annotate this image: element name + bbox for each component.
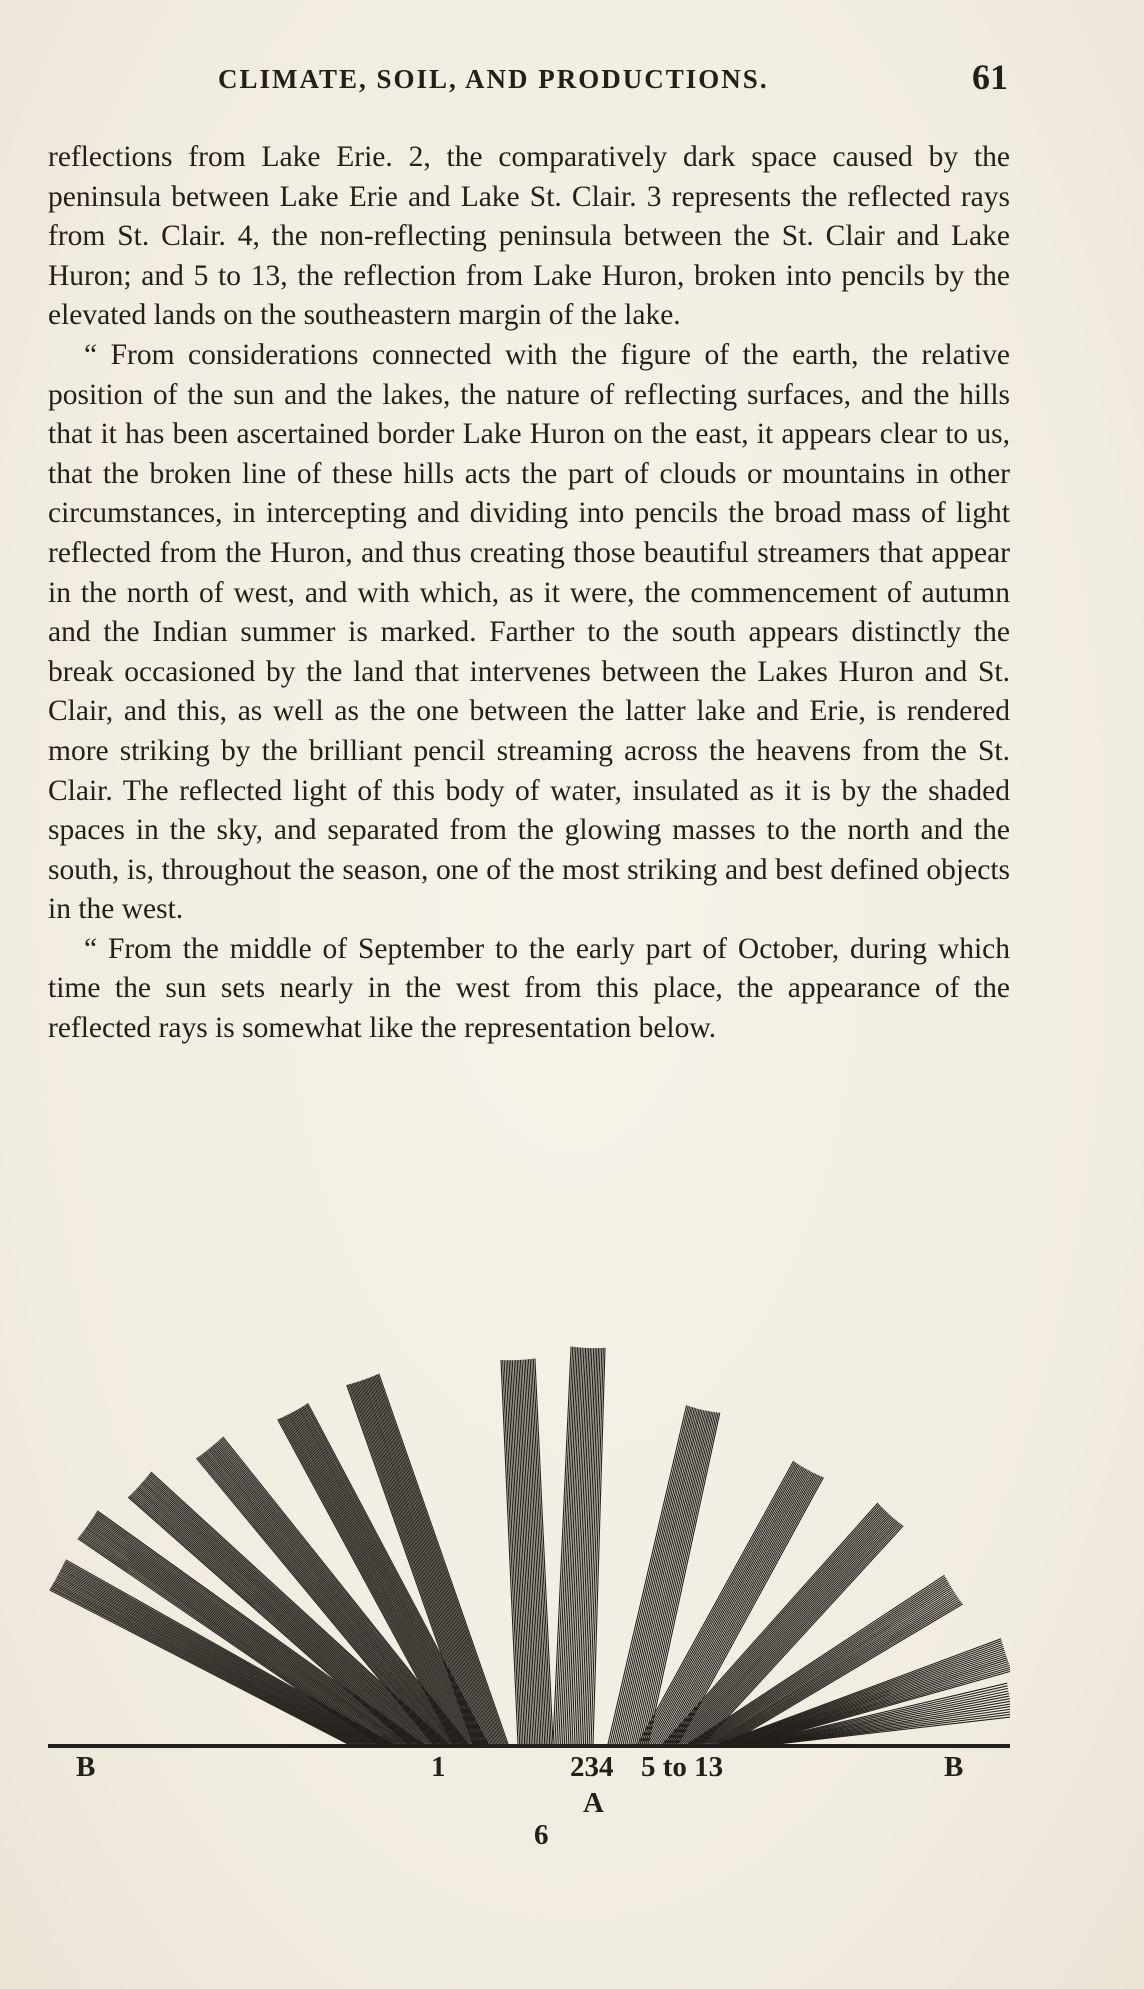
ray-line xyxy=(53,1583,358,1744)
label-5-to-13: 5 to 13 xyxy=(641,1751,724,1783)
rays-illustration xyxy=(48,1340,1010,1880)
label-b-right: B xyxy=(944,1751,964,1783)
ray-pencil-huron-2 xyxy=(608,1405,720,1744)
label-1: 1 xyxy=(431,1751,446,1783)
paragraph-3: “ From the middle of September to the early part of October, during which time the sun sets nearly in the west from this place, the appearance of the reflected rays is somewhat like the representation below. xyxy=(48,932,1010,1045)
ray-line xyxy=(81,1534,385,1744)
paragraph-2: “ From considerations connected with the figure of the earth, the relative position of the sun and the lakes, the nature of reflecting surfaces, and the hills that it has been ascertained border Lake Huron on the east, it appears clear to us, that the broken line of these hills acts the part of clouds or mountains in other circumstances, in intercepting and dividing into pencils the broad mass of light reflected from the Huron, and thus creating those beautiful streamers that appear in the north of west, and with which, as it were, the commencement of autumn and the Indian summer is marked. Farther to the south appears distinctly the break occasioned by the land that intervenes between the Lakes Huron and St. Clair, and this, as well as the one between the latter lake and Erie, is rendered more striking by the brilliant pencil streaming across the heavens from the St. Clair. The reflected light of this body of water, insulated as it is by the shaded spaces in the sky, and separated from the glowing masses to the north and the south, is, throughout the season, one of the most striking and best defined objects in the west. xyxy=(48,338,1010,926)
label-b-left: B xyxy=(76,1751,96,1783)
ray-pencil-huron-1 xyxy=(553,1347,605,1745)
ray-pencils xyxy=(49,1347,1010,1745)
ray-line xyxy=(627,1410,702,1744)
ray-line xyxy=(78,1539,378,1744)
reflected-rays-figure xyxy=(48,1340,1010,1880)
ray-line xyxy=(623,1409,699,1744)
paragraph-1: reflections from Lake Erie. 2, the comparatively dark space caused by the peninsula between Lake Erie and Lake St. Clair. 3 represents the reflected rays from St. Clair. 4, the non-reflecting peninsula between the St. Clair and Lake Huron; and 5 to 13, the reflection from Lake Huron, broken into pencils by the elevated lands on the southeastern margin of the lake. xyxy=(48,141,1010,332)
ray-line xyxy=(610,1406,688,1744)
running-title: CLIMATE, SOIL, AND PRODUCTIONS. xyxy=(218,64,769,94)
label-234: 234 xyxy=(570,1751,614,1783)
label-6: 6 xyxy=(534,1819,549,1851)
ray-line xyxy=(625,1409,701,1744)
ray-pencil-stclair xyxy=(501,1359,553,1745)
label-a: A xyxy=(583,1787,604,1819)
page-number: 61 xyxy=(972,57,1008,97)
page-header xyxy=(48,56,1008,106)
body-text xyxy=(48,138,1010,1049)
ray-line xyxy=(557,1347,575,1744)
